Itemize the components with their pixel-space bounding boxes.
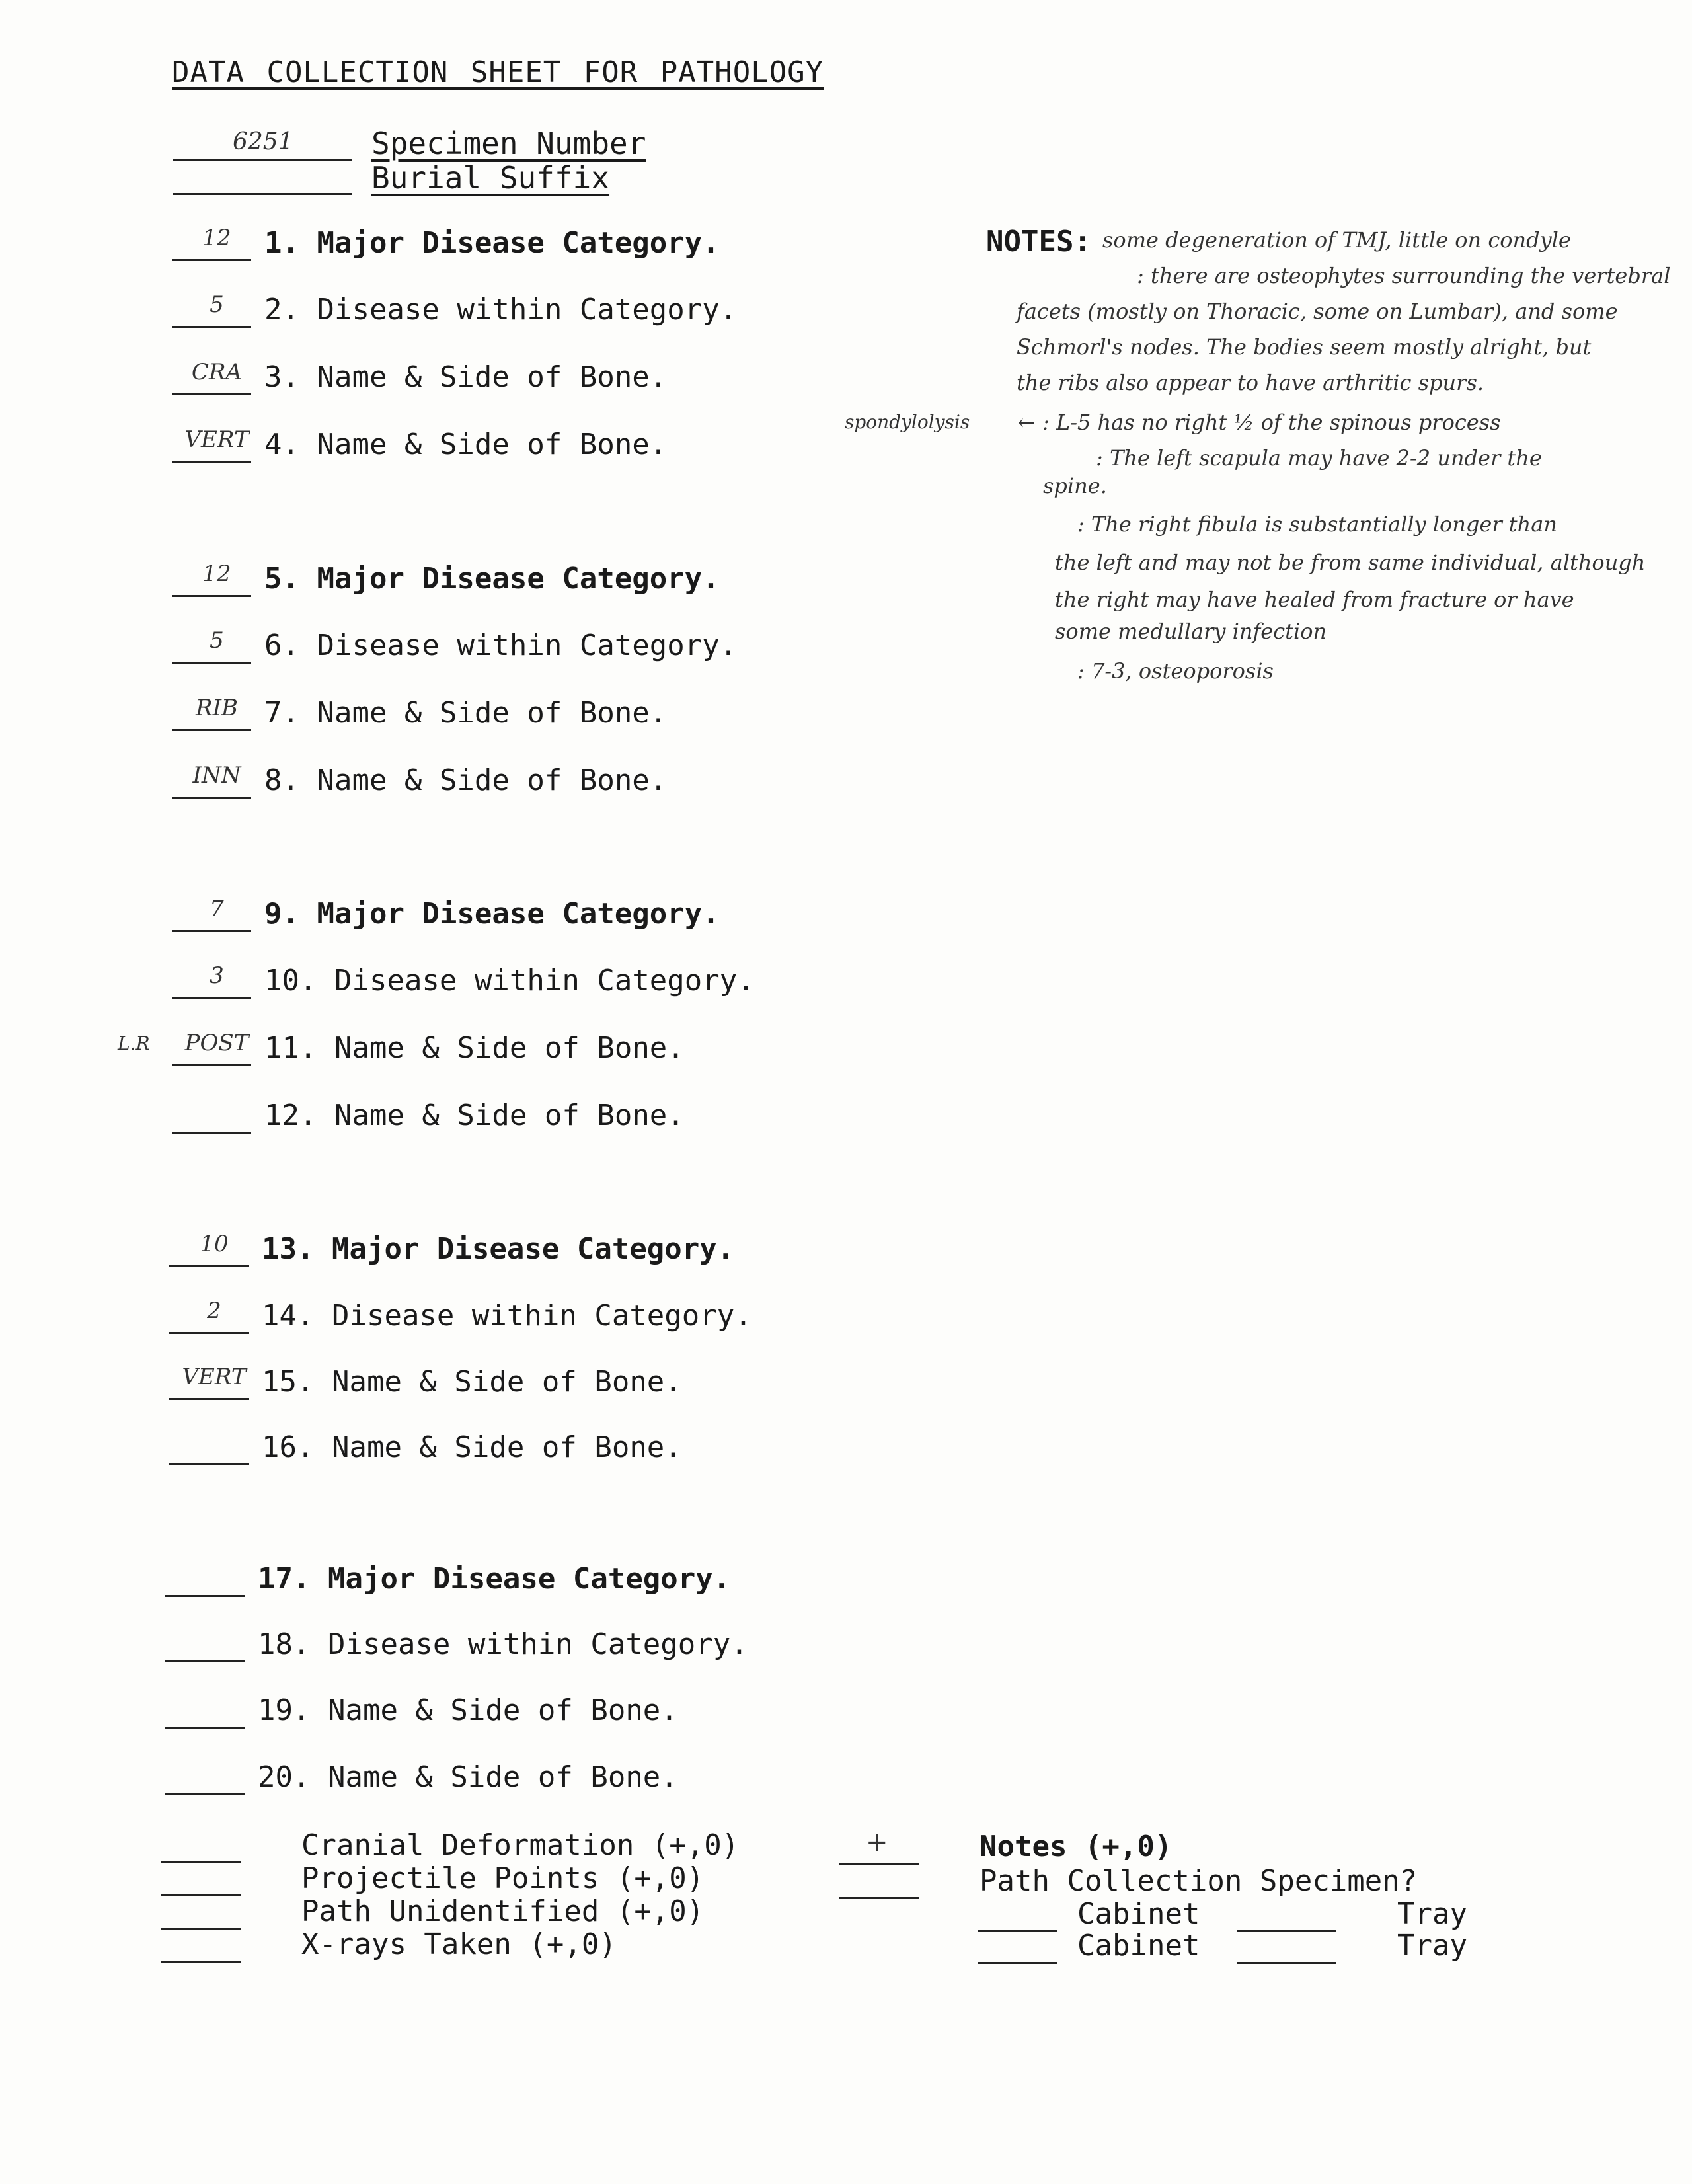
notes-flag-field[interactable] bbox=[839, 1863, 919, 1865]
item-label: 10. Disease within Category. bbox=[264, 964, 755, 997]
item-label: 19. Name & Side of Bone. bbox=[258, 1694, 678, 1727]
item-field[interactable] bbox=[172, 797, 251, 799]
item-field[interactable] bbox=[172, 259, 251, 261]
path-unidentified-label: Path Unidentified (+,0) bbox=[301, 1894, 705, 1928]
item-label: 9. Major Disease Category. bbox=[264, 897, 720, 931]
xrays-taken-label: X-rays Taken (+,0) bbox=[301, 1928, 617, 1961]
item-field[interactable] bbox=[172, 393, 251, 395]
item-label: 6. Disease within Category. bbox=[264, 629, 738, 662]
xrays-taken-field[interactable] bbox=[161, 1961, 241, 1963]
tray-label: Tray bbox=[1397, 1929, 1467, 1963]
specimen-number-value: 6251 bbox=[233, 128, 293, 155]
item-field[interactable] bbox=[165, 1793, 245, 1795]
item-label: 20. Name & Side of Bone. bbox=[258, 1760, 678, 1794]
cranial-deformation-field[interactable] bbox=[161, 1861, 241, 1863]
cranial-deformation-label: Cranial Deformation (+,0) bbox=[301, 1828, 740, 1862]
notes-line: some degeneration of TMJ, little on condyle bbox=[1102, 227, 1571, 253]
page-title: DATA COLLECTION SHEET FOR PATHOLOGY bbox=[172, 56, 824, 89]
notes-line: Schmorl's nodes. The bodies seem mostly alright, but bbox=[1017, 334, 1592, 360]
cabinet-label: Cabinet bbox=[1077, 1897, 1200, 1931]
item-field[interactable] bbox=[172, 662, 251, 664]
item-label: 3. Name & Side of Bone. bbox=[264, 360, 668, 394]
item-label: 1. Major Disease Category. bbox=[264, 226, 720, 260]
item-field[interactable] bbox=[172, 729, 251, 731]
tray-label: Tray bbox=[1397, 1897, 1467, 1931]
path-collection-label: Path Collection Specimen? bbox=[980, 1864, 1418, 1898]
item-label: 12. Name & Side of Bone. bbox=[264, 1099, 685, 1132]
item-field[interactable] bbox=[169, 1463, 249, 1465]
item-field[interactable] bbox=[169, 1398, 249, 1400]
projectile-points-label: Projectile Points (+,0) bbox=[301, 1861, 705, 1895]
cabinet-field[interactable] bbox=[978, 1962, 1058, 1964]
item-value: 12 bbox=[202, 561, 231, 587]
item-value: 5 bbox=[210, 292, 224, 318]
item-value: 3 bbox=[210, 962, 224, 989]
notes-flag-value: + bbox=[866, 1827, 888, 1857]
specimen-number-field[interactable] bbox=[173, 159, 352, 161]
item-field[interactable] bbox=[172, 930, 251, 932]
tray-number-field[interactable] bbox=[1237, 1962, 1336, 1964]
projectile-points-field[interactable] bbox=[161, 1894, 241, 1896]
item-value: INN bbox=[192, 762, 241, 789]
item-value: VERT bbox=[184, 426, 249, 453]
item-field[interactable] bbox=[172, 1132, 251, 1134]
item-field[interactable] bbox=[172, 461, 251, 463]
item-value: 7 bbox=[210, 896, 224, 922]
margin-note-spondylolysis: spondylolysis bbox=[845, 411, 970, 433]
item-label: 7. Name & Side of Bone. bbox=[264, 696, 668, 730]
item-label: 15. Name & Side of Bone. bbox=[262, 1365, 682, 1399]
notes-line: : 7-3, osteoporosis bbox=[1077, 658, 1274, 683]
item-label: 2. Disease within Category. bbox=[264, 293, 738, 327]
cabinet-label: Cabinet bbox=[1077, 1929, 1200, 1963]
margin-note-side: L.R bbox=[118, 1033, 150, 1054]
notes-line: the right may have healed from fracture or have bbox=[1055, 587, 1574, 612]
item-field[interactable] bbox=[169, 1332, 249, 1334]
item-label: 8. Name & Side of Bone. bbox=[264, 763, 668, 797]
notes-heading: NOTES: bbox=[986, 225, 1091, 258]
item-field[interactable] bbox=[172, 997, 251, 999]
notes-line: facets (mostly on Thoracic, some on Lumbar), and some bbox=[1017, 299, 1618, 324]
notes-line: the left and may not be from same individual, although bbox=[1055, 550, 1646, 575]
item-field[interactable] bbox=[165, 1727, 245, 1729]
notes-line: : there are osteophytes surrounding the vertebral bbox=[1137, 263, 1671, 288]
item-field[interactable] bbox=[172, 595, 251, 597]
item-label: 5. Major Disease Category. bbox=[264, 562, 720, 596]
path-collection-field[interactable] bbox=[839, 1897, 919, 1899]
item-value: VERT bbox=[182, 1364, 247, 1390]
item-label: 17. Major Disease Category. bbox=[258, 1562, 731, 1596]
notes-line: the ribs also appear to have arthritic spurs. bbox=[1017, 370, 1484, 395]
item-field[interactable] bbox=[165, 1660, 245, 1662]
path-unidentified-field[interactable] bbox=[161, 1928, 241, 1930]
notes-line: some medullary infection bbox=[1055, 619, 1327, 644]
notes-line: : The left scapula may have 2-2 under the bbox=[1096, 446, 1542, 471]
item-value: CRA bbox=[191, 359, 243, 385]
item-label: 4. Name & Side of Bone. bbox=[264, 428, 668, 461]
item-label: 11. Name & Side of Bone. bbox=[264, 1031, 685, 1065]
item-label: 18. Disease within Category. bbox=[258, 1627, 748, 1661]
notes-flag-label: Notes (+,0) bbox=[980, 1830, 1173, 1863]
burial-suffix-field[interactable] bbox=[173, 193, 352, 195]
item-value: 10 bbox=[200, 1231, 229, 1257]
item-label: 16. Name & Side of Bone. bbox=[262, 1430, 682, 1464]
notes-line: : The right fibula is substantially longer than bbox=[1077, 512, 1557, 537]
notes-line: spine. bbox=[1043, 473, 1107, 498]
cabinet-field[interactable] bbox=[978, 1930, 1058, 1932]
item-value: POST bbox=[184, 1030, 249, 1056]
item-value: 2 bbox=[207, 1298, 221, 1324]
specimen-number-row bbox=[233, 126, 646, 161]
burial-suffix-row bbox=[371, 160, 609, 196]
item-field[interactable] bbox=[165, 1595, 245, 1597]
tray-number-field[interactable] bbox=[1237, 1930, 1336, 1932]
notes-line: ← : L-5 has no right ½ of the spinous process bbox=[1018, 410, 1501, 435]
item-value: RIB bbox=[195, 695, 238, 721]
specimen-number-label: Specimen Number bbox=[371, 126, 646, 161]
item-field[interactable] bbox=[169, 1265, 249, 1267]
item-value: 12 bbox=[202, 225, 231, 251]
item-field[interactable] bbox=[172, 326, 251, 328]
item-field[interactable] bbox=[172, 1064, 251, 1066]
item-value: 5 bbox=[210, 627, 224, 654]
item-label: 14. Disease within Category. bbox=[262, 1299, 752, 1333]
burial-suffix-label: Burial Suffix bbox=[371, 160, 610, 196]
item-label: 13. Major Disease Category. bbox=[262, 1232, 735, 1266]
